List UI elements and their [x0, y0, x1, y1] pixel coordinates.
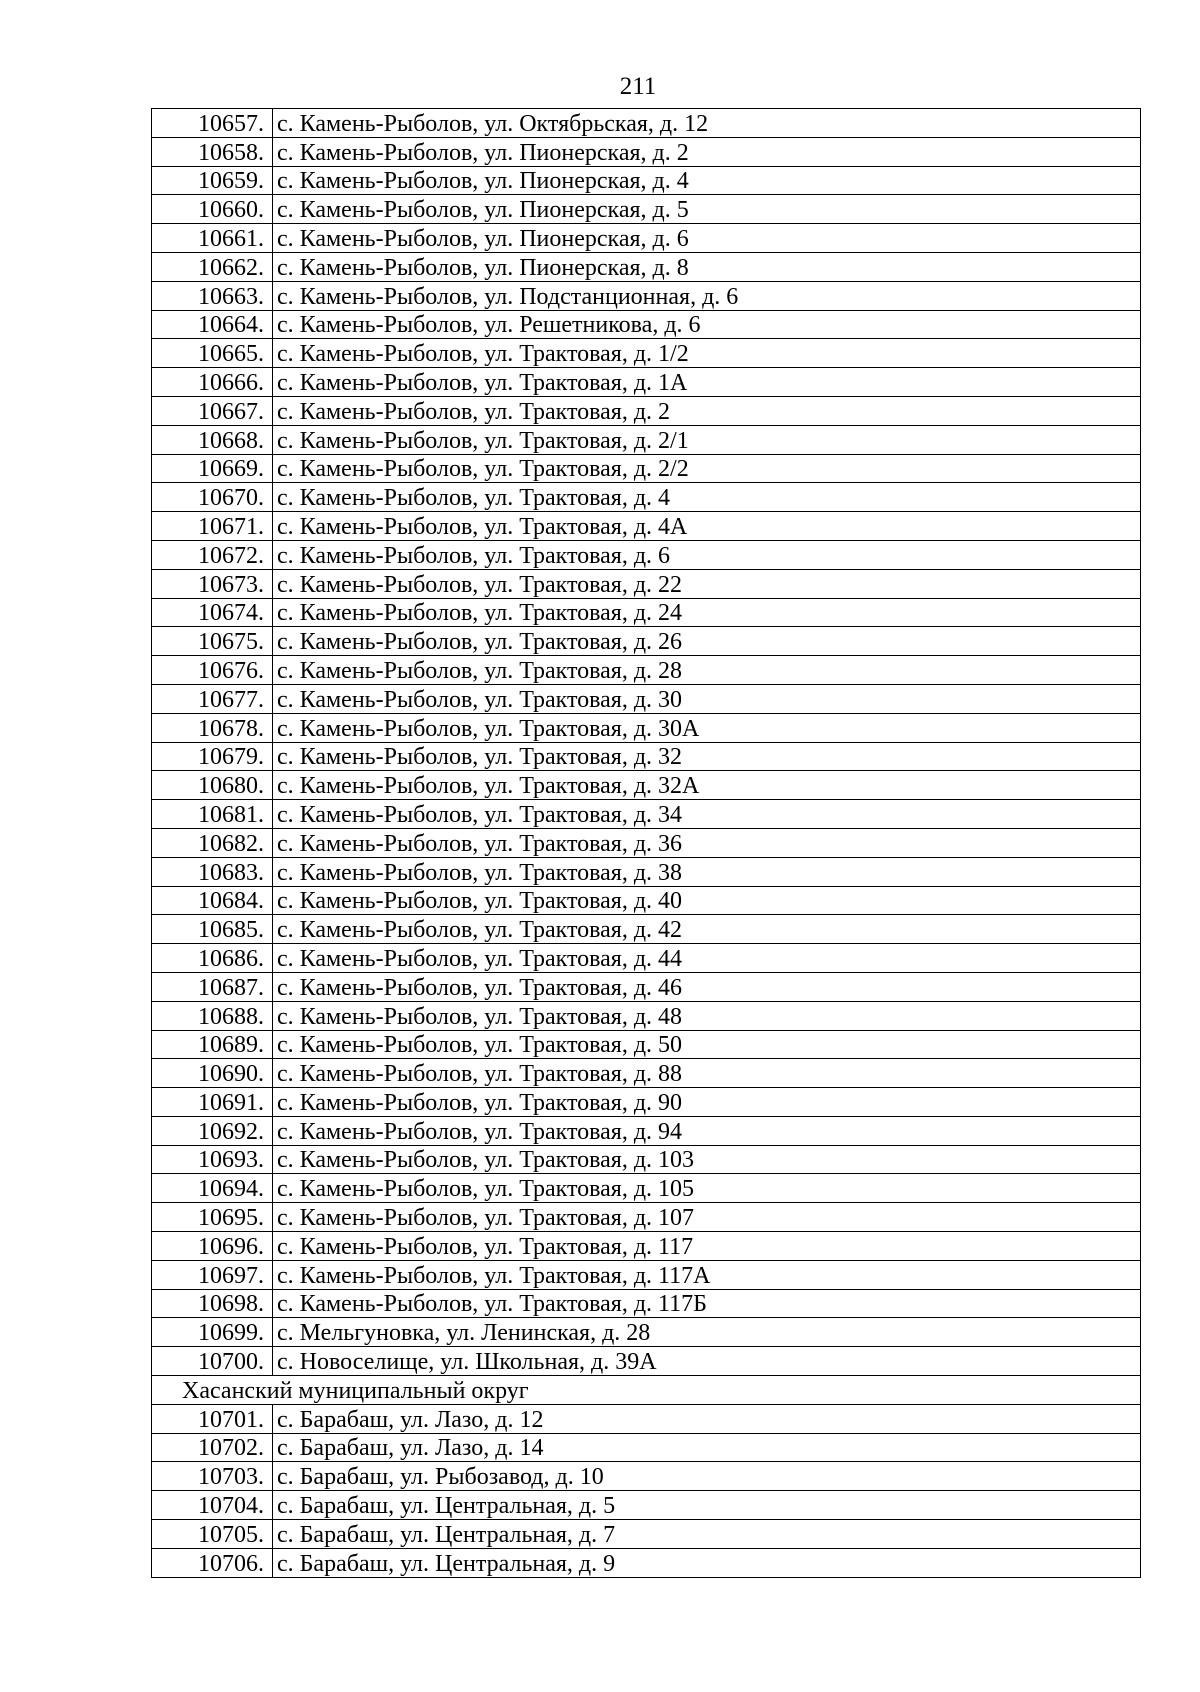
- table-row: [152, 1548, 1141, 1577]
- row-address: с. Барабаш, ул. Центральная, д. 5: [273, 1491, 1141, 1520]
- table-row: [152, 368, 1141, 397]
- row-address: с. Барабаш, ул. Лазо, д. 12: [273, 1404, 1141, 1433]
- row-number: 10657.: [152, 109, 273, 138]
- row-number: 10676.: [152, 656, 273, 685]
- row-address: с. Камень-Рыболов, ул. Решетникова, д. 6: [273, 310, 1141, 339]
- row-address: с. Камень-Рыболов, ул. Трактовая, д. 4А: [273, 512, 1141, 541]
- table-row: [152, 454, 1141, 483]
- row-number: 10696.: [152, 1232, 273, 1261]
- row-number: 10664.: [152, 310, 273, 339]
- row-number: 10682.: [152, 828, 273, 857]
- row-address: с. Камень-Рыболов, ул. Трактовая, д. 46: [273, 972, 1141, 1001]
- row-number: 10693.: [152, 1145, 273, 1174]
- table-row: [152, 109, 1141, 138]
- row-number: 10690.: [152, 1059, 273, 1088]
- table-row: [152, 598, 1141, 627]
- row-address: с. Камень-Рыболов, ул. Трактовая, д. 2/2: [273, 454, 1141, 483]
- table-row: [152, 224, 1141, 253]
- row-address: с. Камень-Рыболов, ул. Трактовая, д. 50: [273, 1030, 1141, 1059]
- row-address: с. Камень-Рыболов, ул. Трактовая, д. 32: [273, 742, 1141, 771]
- row-number: 10685.: [152, 915, 273, 944]
- row-address: с. Камень-Рыболов, ул. Трактовая, д. 88: [273, 1059, 1141, 1088]
- table-row: [152, 281, 1141, 310]
- row-number: 10683.: [152, 857, 273, 886]
- table-row: [152, 1347, 1141, 1376]
- table-row: [152, 166, 1141, 195]
- row-number: 10701.: [152, 1404, 273, 1433]
- table-row: [152, 1232, 1141, 1261]
- row-number: 10663.: [152, 281, 273, 310]
- table-row: [152, 828, 1141, 857]
- row-number: 10694.: [152, 1174, 273, 1203]
- row-number: 10665.: [152, 339, 273, 368]
- section-header-row: [152, 1376, 1141, 1405]
- row-number: 10689.: [152, 1030, 273, 1059]
- table-row: [152, 252, 1141, 281]
- row-address: с. Камень-Рыболов, ул. Трактовая, д. 1А: [273, 368, 1141, 397]
- row-address: с. Камень-Рыболов, ул. Трактовая, д. 28: [273, 656, 1141, 685]
- row-address: с. Камень-Рыболов, ул. Трактовая, д. 105: [273, 1174, 1141, 1203]
- row-number: 10659.: [152, 166, 273, 195]
- row-address: с. Камень-Рыболов, ул. Трактовая, д. 117А: [273, 1260, 1141, 1289]
- table-row: [152, 800, 1141, 829]
- row-address: с. Камень-Рыболов, ул. Трактовая, д. 6: [273, 540, 1141, 569]
- row-address: с. Камень-Рыболов, ул. Трактовая, д. 34: [273, 800, 1141, 829]
- table-row: [152, 137, 1141, 166]
- table-row: [152, 656, 1141, 685]
- table-row: [152, 1059, 1141, 1088]
- table-row: [152, 972, 1141, 1001]
- table-row: [152, 396, 1141, 425]
- table-row: [152, 483, 1141, 512]
- table-row: [152, 1289, 1141, 1318]
- table-row: [152, 540, 1141, 569]
- row-address: с. Камень-Рыболов, ул. Пионерская, д. 4: [273, 166, 1141, 195]
- table-row: [152, 1174, 1141, 1203]
- row-address: с. Камень-Рыболов, ул. Пионерская, д. 8: [273, 252, 1141, 281]
- table-row: [152, 1462, 1141, 1491]
- row-number: 10698.: [152, 1289, 273, 1318]
- row-number: 10691.: [152, 1088, 273, 1117]
- row-address: с. Новоселище, ул. Школьная, д. 39А: [273, 1347, 1141, 1376]
- table-row: [152, 742, 1141, 771]
- row-number: 10703.: [152, 1462, 273, 1491]
- row-address: с. Камень-Рыболов, ул. Трактовая, д. 117Б: [273, 1289, 1141, 1318]
- row-address: с. Камень-Рыболов, ул. Трактовая, д. 32А: [273, 771, 1141, 800]
- row-number: 10660.: [152, 195, 273, 224]
- row-address: с. Камень-Рыболов, ул. Пионерская, д. 2: [273, 137, 1141, 166]
- row-address: с. Камень-Рыболов, ул. Подстанционная, д. 6: [273, 281, 1141, 310]
- row-address: с. Камень-Рыболов, ул. Трактовая, д. 24: [273, 598, 1141, 627]
- table-row: [152, 886, 1141, 915]
- table-row: [152, 857, 1141, 886]
- row-address: с. Камень-Рыболов, ул. Трактовая, д. 107: [273, 1203, 1141, 1232]
- table-row: [152, 310, 1141, 339]
- row-address: с. Камень-Рыболов, ул. Трактовая, д. 38: [273, 857, 1141, 886]
- row-number: 10658.: [152, 137, 273, 166]
- row-number: 10702.: [152, 1433, 273, 1462]
- row-address: с. Мельгуновка, ул. Ленинская, д. 28: [273, 1318, 1141, 1347]
- row-address: с. Камень-Рыболов, ул. Пионерская, д. 6: [273, 224, 1141, 253]
- row-number: 10662.: [152, 252, 273, 281]
- row-number: 10669.: [152, 454, 273, 483]
- row-address: с. Камень-Рыболов, ул. Трактовая, д. 1/2: [273, 339, 1141, 368]
- row-number: 10679.: [152, 742, 273, 771]
- row-number: 10706.: [152, 1548, 273, 1577]
- row-number: 10681.: [152, 800, 273, 829]
- row-address: с. Камень-Рыболов, ул. Трактовая, д. 117: [273, 1232, 1141, 1261]
- address-table-body: [152, 109, 1141, 1578]
- table-row: [152, 512, 1141, 541]
- row-number: 10672.: [152, 540, 273, 569]
- table-row: [152, 713, 1141, 742]
- row-address: с. Камень-Рыболов, ул. Трактовая, д. 2/1: [273, 425, 1141, 454]
- row-number: 10671.: [152, 512, 273, 541]
- row-number: 10668.: [152, 425, 273, 454]
- row-number: 10670.: [152, 483, 273, 512]
- row-address: с. Камень-Рыболов, ул. Трактовая, д. 103: [273, 1145, 1141, 1174]
- row-number: 10677.: [152, 684, 273, 713]
- table-row: [152, 915, 1141, 944]
- table-row: [152, 195, 1141, 224]
- row-address: с. Камень-Рыболов, ул. Трактовая, д. 30: [273, 684, 1141, 713]
- row-address: с. Камень-Рыболов, ул. Трактовая, д. 2: [273, 396, 1141, 425]
- row-address: с. Барабаш, ул. Лазо, д. 14: [273, 1433, 1141, 1462]
- row-number: 10666.: [152, 368, 273, 397]
- row-number: 10705.: [152, 1520, 273, 1549]
- table-row: [152, 339, 1141, 368]
- section-title: Хасанский муниципальный округ: [152, 1376, 1141, 1405]
- table-row: [152, 627, 1141, 656]
- table-row: [152, 1260, 1141, 1289]
- row-address: с. Камень-Рыболов, ул. Трактовая, д. 48: [273, 1001, 1141, 1030]
- row-number: 10675.: [152, 627, 273, 656]
- row-number: 10700.: [152, 1347, 273, 1376]
- table-row: [152, 944, 1141, 973]
- row-address: с. Камень-Рыболов, ул. Трактовая, д. 40: [273, 886, 1141, 915]
- row-address: с. Камень-Рыболов, ул. Трактовая, д. 36: [273, 828, 1141, 857]
- row-number: 10667.: [152, 396, 273, 425]
- page-number: 211: [619, 73, 657, 100]
- row-number: 10699.: [152, 1318, 273, 1347]
- row-address: с. Камень-Рыболов, ул. Трактовая, д. 94: [273, 1116, 1141, 1145]
- row-address: с. Камень-Рыболов, ул. Трактовая, д. 22: [273, 569, 1141, 598]
- row-address: с. Камень-Рыболов, ул. Трактовая, д. 42: [273, 915, 1141, 944]
- row-address: с. Барабаш, ул. Центральная, д. 9: [273, 1548, 1141, 1577]
- table-row: [152, 1203, 1141, 1232]
- table-row: [152, 1318, 1141, 1347]
- table-row: [152, 1088, 1141, 1117]
- table-row: [152, 684, 1141, 713]
- row-number: 10704.: [152, 1491, 273, 1520]
- row-address: с. Камень-Рыболов, ул. Трактовая, д. 30А: [273, 713, 1141, 742]
- row-number: 10680.: [152, 771, 273, 800]
- row-address: с. Камень-Рыболов, ул. Октябрьская, д. 12: [273, 109, 1141, 138]
- row-address: с. Камень-Рыболов, ул. Трактовая, д. 90: [273, 1088, 1141, 1117]
- row-number: 10674.: [152, 598, 273, 627]
- row-number: 10697.: [152, 1260, 273, 1289]
- row-address: с. Барабаш, ул. Рыбозавод, д. 10: [273, 1462, 1141, 1491]
- row-number: 10678.: [152, 713, 273, 742]
- table-row: [152, 1116, 1141, 1145]
- table-row: [152, 1145, 1141, 1174]
- row-address: с. Камень-Рыболов, ул. Трактовая, д. 26: [273, 627, 1141, 656]
- row-number: 10692.: [152, 1116, 273, 1145]
- table-row: [152, 1491, 1141, 1520]
- table-row: [152, 1001, 1141, 1030]
- table-row: [152, 569, 1141, 598]
- table-row: [152, 1030, 1141, 1059]
- row-address: с. Барабаш, ул. Центральная, д. 7: [273, 1520, 1141, 1549]
- row-number: 10687.: [152, 972, 273, 1001]
- table-row: [152, 425, 1141, 454]
- row-address: с. Камень-Рыболов, ул. Трактовая, д. 4: [273, 483, 1141, 512]
- address-table: [151, 108, 1141, 1578]
- table-row: [152, 771, 1141, 800]
- table-row: [152, 1520, 1141, 1549]
- table-row: [152, 1433, 1141, 1462]
- row-number: 10695.: [152, 1203, 273, 1232]
- table-row: [152, 1404, 1141, 1433]
- row-number: 10686.: [152, 944, 273, 973]
- row-number: 10673.: [152, 569, 273, 598]
- row-number: 10661.: [152, 224, 273, 253]
- row-address: с. Камень-Рыболов, ул. Пионерская, д. 5: [273, 195, 1141, 224]
- row-number: 10684.: [152, 886, 273, 915]
- row-address: с. Камень-Рыболов, ул. Трактовая, д. 44: [273, 944, 1141, 973]
- row-number: 10688.: [152, 1001, 273, 1030]
